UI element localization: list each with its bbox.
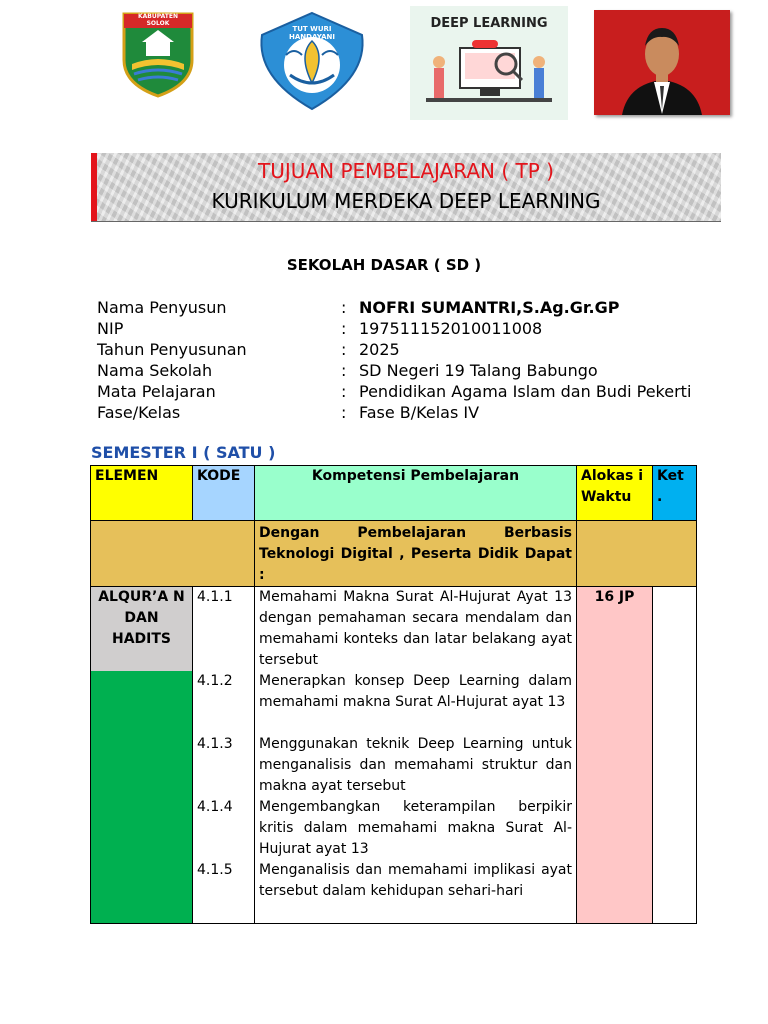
info-colon: : bbox=[341, 361, 347, 380]
kode-cell: 4.1.3 bbox=[193, 734, 255, 797]
author-photo bbox=[594, 10, 730, 115]
info-value: Fase B/Kelas IV bbox=[359, 403, 480, 422]
info-colon: : bbox=[341, 403, 347, 422]
header-alokasi: Alokas i Waktu bbox=[577, 466, 653, 521]
competency-cell: Menerapkan konsep Deep Learning dalam memahami makna Surat Al-Hujurat ayat 13 bbox=[255, 671, 577, 734]
kabupaten-solok-logo bbox=[118, 8, 198, 98]
info-value: NOFRI SUMANTRI,S.Ag.Gr.GP bbox=[359, 298, 620, 317]
subheader-spacer-right bbox=[577, 521, 697, 587]
tut-wuri-handayani-logo bbox=[254, 11, 370, 111]
kabupaten-logo-text: KABUPATEN SOLOK bbox=[138, 13, 178, 27]
info-colon: : bbox=[341, 298, 347, 317]
kode-cell: 4.1.2 bbox=[193, 671, 255, 734]
allocation-cell: 16 JP bbox=[577, 587, 653, 924]
info-value: 2025 bbox=[359, 340, 400, 359]
kode-cell: 4.1.1 bbox=[193, 587, 255, 672]
info-label: Nama Penyusun bbox=[97, 298, 227, 317]
deep-learning-logo bbox=[410, 6, 568, 120]
table-header-row bbox=[91, 466, 697, 521]
header-ket: Ket . bbox=[653, 466, 697, 521]
info-value: SD Negeri 19 Talang Babungo bbox=[359, 361, 598, 380]
ket-cell bbox=[653, 587, 697, 924]
info-label: Mata Pelajaran bbox=[97, 382, 216, 401]
element-green-cell bbox=[91, 671, 193, 923]
header-kode: KODE bbox=[193, 466, 255, 521]
title-banner bbox=[91, 153, 721, 222]
tp-table bbox=[90, 465, 697, 924]
tutwuri-logo-text: TUT WURI HANDAYANI bbox=[289, 25, 335, 41]
subheader-spacer bbox=[91, 521, 255, 587]
competency-cell: Menganalisis dan memahami implikasi ayat tersebut dalam kehidupan sehari-hari bbox=[255, 860, 577, 923]
table-subheader-row bbox=[91, 521, 697, 587]
kode-cell: 4.1.5 bbox=[193, 860, 255, 923]
banner-subtitle: KURIKULUM MERDEKA DEEP LEARNING bbox=[211, 189, 601, 213]
element-name-cell: ALQUR’A N DAN HADITS bbox=[91, 587, 193, 672]
info-value: Pendidikan Agama Islam dan Budi Pekerti bbox=[359, 382, 692, 401]
kode-cell: 4.1.4 bbox=[193, 797, 255, 860]
semester-heading: SEMESTER I ( SATU ) bbox=[91, 443, 276, 462]
info-label: Nama Sekolah bbox=[97, 361, 213, 380]
table-row bbox=[91, 587, 697, 672]
info-colon: : bbox=[341, 382, 347, 401]
competency-cell: Memahami Makna Surat Al-Hujurat Ayat 13 dengan pemahaman secara mendalam dan memahami konteks dan latar belakang ayat tersebut bbox=[255, 587, 577, 672]
info-colon: : bbox=[341, 340, 347, 359]
info-label: Fase/Kelas bbox=[97, 403, 181, 422]
banner-title: TUJUAN PEMBELAJARAN ( TP ) bbox=[258, 159, 554, 183]
deep-learning-logo-text: DEEP LEARNING bbox=[430, 16, 548, 31]
competency-cell: Mengembangkan keterampilan berpikir kritis dalam memahami makna Surat Al-Hujurat ayat 13 bbox=[255, 797, 577, 860]
competency-cell: Menggunakan teknik Deep Learning untuk menganalisis dan memahami struktur dan makna ayat tersebut bbox=[255, 734, 577, 797]
info-value: 197511152010011008 bbox=[359, 319, 543, 338]
subheader-text: Dengan Pembelajaran Berbasis Teknologi Digital , Peserta Didik Dapat : bbox=[255, 521, 577, 587]
header-kompetensi: Kompetensi Pembelajaran bbox=[255, 466, 577, 521]
info-colon: : bbox=[341, 319, 347, 338]
header-elemen: ELEMEN bbox=[91, 466, 193, 521]
school-level-heading: SEKOLAH DASAR ( SD ) bbox=[286, 256, 482, 274]
info-label: NIP bbox=[97, 319, 124, 338]
info-label: Tahun Penyusunan bbox=[97, 340, 247, 359]
